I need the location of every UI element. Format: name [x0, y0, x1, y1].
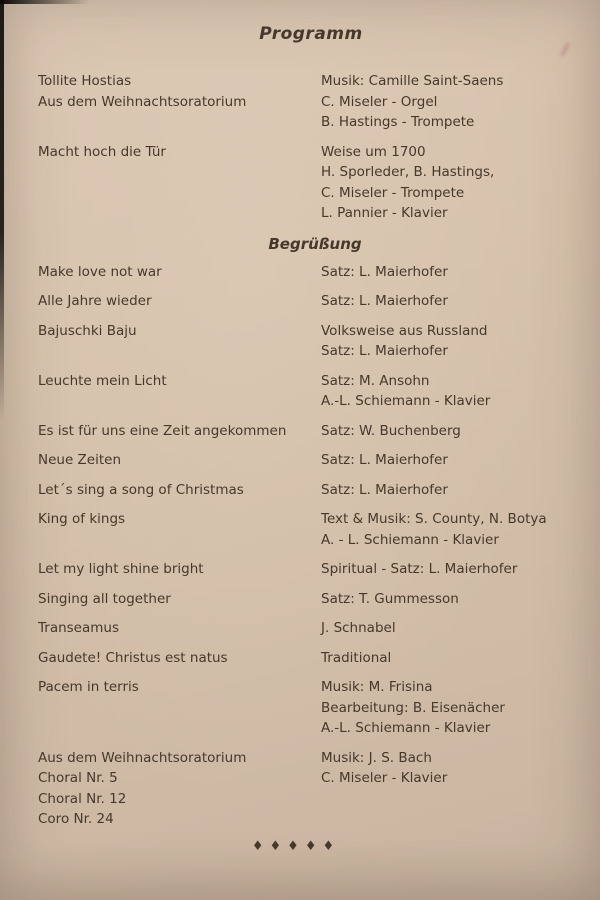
piece-title-line: Bajuschki Baju — [38, 322, 137, 339]
piece-credit-line: Satz: L. Maierhofer — [321, 452, 448, 468]
piece-credits — [321, 421, 580, 442]
program-entry — [38, 748, 580, 830]
piece-credits — [321, 618, 580, 639]
piece-title-line: Gaudete! Christus est natus — [38, 649, 228, 666]
program-entry — [38, 142, 580, 224]
program-entry — [38, 450, 580, 471]
piece-title — [38, 71, 321, 133]
piece-credits — [321, 291, 580, 312]
program-entry — [38, 371, 580, 412]
piece-title-line: Let my light shine bright — [38, 561, 204, 577]
program-entry — [38, 71, 580, 133]
program-entry — [38, 589, 580, 610]
piece-credits — [321, 509, 580, 550]
piece-credit-line: A.-L. Schiemann - Klavier — [321, 720, 491, 736]
piece-credit-line: C. Miseler - Orgel — [321, 93, 438, 110]
piece-credit-line: J. Schnabel — [321, 620, 396, 636]
piece-title — [38, 559, 321, 580]
piece-title — [38, 371, 321, 412]
piece-title — [38, 509, 321, 550]
piece-title-line: Tollite Hostias — [38, 73, 132, 89]
piece-title — [38, 321, 321, 362]
program-entry — [38, 618, 580, 639]
piece-credit-line: Volksweise aus Russland — [321, 322, 488, 339]
piece-credit-line: Satz: L. Maierhofer — [321, 263, 448, 280]
piece-title — [38, 589, 321, 610]
piece-credits — [321, 648, 580, 669]
piece-credit-line: Satz: T. Gummesson — [321, 590, 459, 607]
piece-credit-line: Satz: W. Buchenberg — [321, 422, 461, 439]
piece-credit-line: C. Miseler - Klavier — [321, 770, 448, 786]
piece-credit-line: A. - L. Schiemann - Klavier — [321, 531, 499, 548]
piece-credits — [321, 677, 580, 739]
piece-title — [38, 291, 321, 312]
footer-ornament: ♦♦♦♦♦ — [251, 838, 341, 854]
piece-title-line: Neue Zeiten — [38, 452, 122, 468]
piece-title-line: Transeamus — [38, 620, 119, 636]
piece-credit-line: Satz: L. Maierhofer — [321, 481, 448, 498]
piece-title-line: Choral Nr. 12 — [38, 790, 127, 807]
piece-title-line: Macht hoch die Tür — [38, 143, 166, 160]
page-title: Programm — [259, 24, 363, 44]
piece-title-line: Let´s sing a song of Christmas — [38, 481, 244, 498]
piece-title-line: Singing all together — [38, 590, 171, 607]
photo-top-edge-shadow — [0, 0, 90, 4]
piece-title — [38, 677, 321, 739]
piece-title — [38, 262, 321, 283]
program-entry — [38, 291, 580, 312]
piece-credits — [321, 480, 580, 501]
piece-title — [38, 450, 321, 471]
program-entry — [38, 262, 580, 283]
section-heading: Begrüßung — [268, 234, 362, 253]
piece-title — [38, 421, 321, 442]
piece-credit-line: H. Sporleder, B. Hastings, — [321, 164, 495, 180]
piece-title — [38, 480, 321, 501]
piece-credit-line: Text & Musik: S. County, N. Botya — [321, 511, 547, 527]
piece-title-line: Leuchte mein Licht — [38, 372, 167, 389]
piece-credit-line: Bearbeitung: B. Eisenächer — [321, 699, 505, 716]
piece-title — [38, 142, 321, 224]
piece-credit-line: Musik: Camille Saint-Saens — [321, 73, 504, 89]
program-list — [38, 71, 580, 830]
piece-credits — [321, 142, 580, 224]
piece-credits — [321, 450, 580, 471]
program-page — [38, 24, 580, 854]
program-entry — [38, 648, 580, 669]
piece-credit-line: B. Hastings - Trompete — [321, 114, 475, 130]
piece-credit-line: C. Miseler - Trompete — [321, 184, 465, 201]
piece-credit-line: Spiritual - Satz: L. Maierhofer — [321, 561, 518, 577]
program-entry — [38, 559, 580, 580]
piece-credits — [321, 589, 580, 610]
piece-credits — [321, 748, 580, 830]
piece-title-line: Coro Nr. 24 — [38, 811, 114, 827]
piece-title-line: Make love not war — [38, 263, 162, 280]
piece-title — [38, 748, 321, 830]
piece-credits — [321, 262, 580, 283]
piece-title-line: Pacem in terris — [38, 679, 139, 695]
piece-title-line: Alle Jahre wieder — [38, 293, 152, 309]
piece-credit-line: Musik: M. Frisina — [321, 679, 433, 695]
program-entry — [38, 321, 580, 362]
piece-credit-line: Musik: J. S. Bach — [321, 749, 432, 766]
piece-credit-line: Satz: L. Maierhofer — [321, 343, 448, 359]
program-entry — [38, 677, 580, 739]
piece-credit-line: Traditional — [321, 649, 392, 666]
piece-title-line: Es ist für uns eine Zeit angekommen — [38, 422, 287, 439]
piece-credit-line: Satz: M. Ansohn — [321, 372, 430, 389]
piece-title-line: Aus dem Weihnachtsoratorium — [38, 749, 247, 766]
program-entry — [38, 421, 580, 442]
piece-credits — [321, 559, 580, 580]
piece-credit-line: A.-L. Schiemann - Klavier — [321, 393, 491, 409]
piece-title-line: King of kings — [38, 511, 126, 527]
piece-title-line: Choral Nr. 5 — [38, 770, 118, 786]
photo-left-edge-shadow — [0, 0, 4, 420]
piece-title — [38, 618, 321, 639]
program-entry — [38, 509, 580, 550]
piece-credits — [321, 371, 580, 412]
piece-credit-line: Satz: L. Maierhofer — [321, 293, 448, 309]
piece-credit-line: Weise um 1700 — [321, 143, 426, 160]
piece-title — [38, 648, 321, 669]
piece-title-line: Aus dem Weihnachtsoratorium — [38, 93, 247, 110]
piece-credits — [321, 71, 580, 133]
program-entry — [38, 480, 580, 501]
piece-credits — [321, 321, 580, 362]
piece-credit-line: L. Pannier - Klavier — [321, 205, 448, 221]
